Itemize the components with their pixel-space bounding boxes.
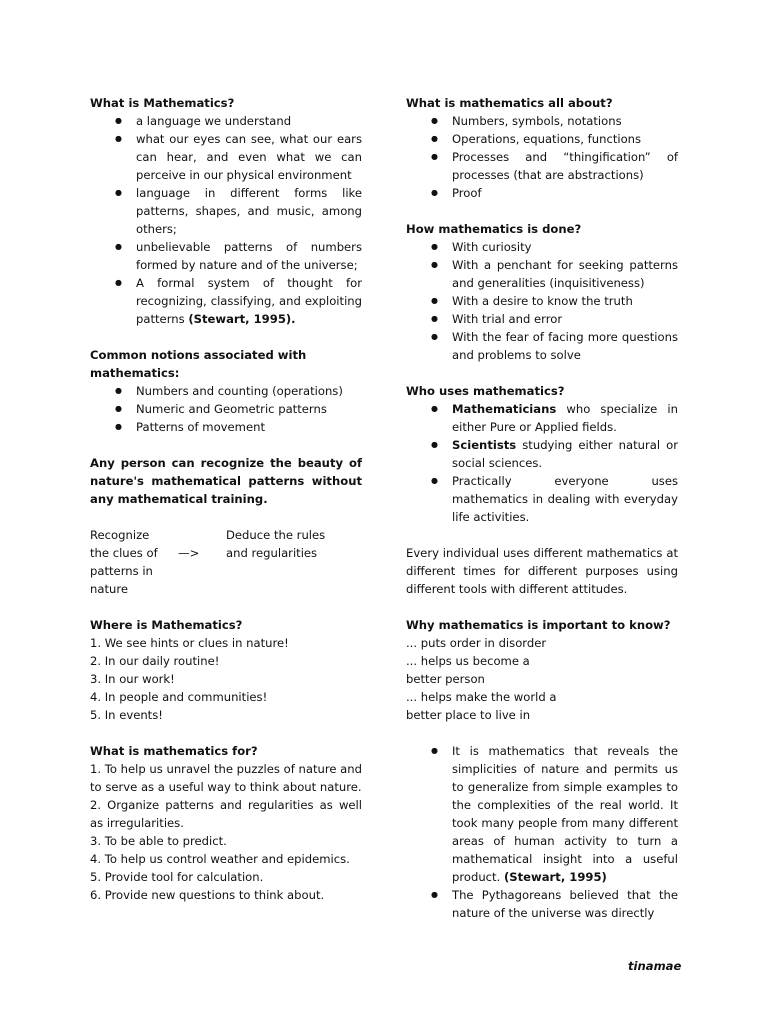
bullet-list xyxy=(406,742,678,922)
list-item: ● Patterns of movement xyxy=(90,418,362,436)
item-text: who specialize in either Pure or Applied fields. xyxy=(452,402,678,434)
numbered-list xyxy=(90,760,362,904)
bullet-list xyxy=(90,382,362,436)
list-item: ● With trial and error xyxy=(406,310,678,328)
list-item xyxy=(90,274,362,328)
why-line: better place to live in xyxy=(406,708,531,722)
section-who-uses-mathematics xyxy=(406,382,678,526)
section-heading: Where is Mathematics? xyxy=(90,618,243,632)
section-heading: How mathematics is done? xyxy=(406,222,582,236)
bullet-list xyxy=(406,112,678,202)
list-item: ● With the fear of facing more questions and problems to solve xyxy=(406,328,678,364)
why-line: ... helps make the world a xyxy=(406,690,557,704)
list-item: 1. To help us unravel the puzzles of nature and to serve as a useful way to think about nature. xyxy=(90,762,362,794)
list-item: ● With a desire to know the truth xyxy=(406,292,678,310)
flow-deduce: Deduce the rules and regularities xyxy=(226,528,326,560)
list-item: 5. Provide tool for calculation. xyxy=(90,870,264,884)
every-individual-paragraph: Every individual uses different mathematics at different times for different purposes using different tools with different attitudes. xyxy=(406,546,678,596)
list-item: ● unbelievable patterns of numbers formed by nature and of the universe; xyxy=(90,238,362,274)
list-item: ● language in different forms like patterns, shapes, and music, among others; xyxy=(90,184,362,238)
left-column xyxy=(90,94,362,904)
section-heading: What is mathematics all about? xyxy=(406,96,613,110)
footer-author: tinamae xyxy=(628,959,682,973)
section-heading: Why mathematics is important to know? xyxy=(406,618,671,632)
why-line: better person xyxy=(406,672,485,686)
section-where-is-mathematics xyxy=(90,616,362,724)
section-heading: What is mathematics for? xyxy=(90,744,258,758)
list-item: 2. In our daily routine! xyxy=(90,654,220,668)
right-column xyxy=(406,94,678,922)
list-item: ● Operations, equations, functions xyxy=(406,130,678,148)
arrow-icon: —> xyxy=(178,546,200,560)
list-item: 6. Provide new questions to think about. xyxy=(90,888,325,902)
item-text: It is mathematics that reveals the simplicities of nature and permits us to generalize from simple examples to the complexities of the real world. It took many people from many different areas of human activity to turn a mathematical insight into a useful product. xyxy=(452,744,678,884)
flow-recognize: Recognize the clues of patterns in nature xyxy=(90,528,158,596)
section-common-notions xyxy=(90,346,362,436)
list-item: ● Numbers, symbols, notations xyxy=(406,112,678,130)
section-how-mathematics-done xyxy=(406,220,678,364)
bullet-list xyxy=(406,400,678,526)
section-what-is-mathematics xyxy=(90,94,362,328)
section-what-is-mathematics-for xyxy=(90,742,362,904)
list-item: 4. To help us control weather and epidemics. xyxy=(90,852,350,866)
list-item: 1. We see hints or clues in nature! xyxy=(90,636,289,650)
list-item: ● Practically everyone uses mathematics in dealing with everyday life activities. xyxy=(406,472,678,526)
citation: (Stewart, 1995) xyxy=(503,870,607,884)
list-item: 3. In our work! xyxy=(90,672,175,686)
item-text: studying either natural or social sciences. xyxy=(452,438,678,470)
list-item: ● Proof xyxy=(406,184,678,202)
section-why-important xyxy=(406,616,678,724)
list-item: 2. Organize patterns and regularities as well as irregularities. xyxy=(90,798,362,830)
item-bold: Scientists xyxy=(452,438,517,452)
list-item: ● Numbers and counting (operations) xyxy=(90,382,362,400)
section-heading: Who uses mathematics? xyxy=(406,384,565,398)
bullet-list xyxy=(90,112,362,328)
list-item: 5. In events! xyxy=(90,708,163,722)
why-line: ... puts order in disorder xyxy=(406,636,547,650)
citation: (Stewart, 1995). xyxy=(188,312,296,326)
numbered-list xyxy=(90,634,362,724)
bullet-list xyxy=(406,238,678,364)
list-item xyxy=(406,436,678,472)
list-item: 3. To be able to predict. xyxy=(90,834,227,848)
item-text: A formal system of thought for recognizing, classifying, and exploiting patterns xyxy=(136,276,362,326)
section-heading: Common notions associated with mathematics: xyxy=(90,348,307,380)
pattern-flow xyxy=(90,526,362,598)
list-item: 4. In people and communities! xyxy=(90,690,268,704)
section-heading: What is Mathematics? xyxy=(90,96,235,110)
list-item xyxy=(406,742,678,886)
beauty-statement: Any person can recognize the beauty of nature's mathematical patterns without any mathematical training. xyxy=(90,456,362,506)
section-mathematics-about xyxy=(406,94,678,202)
item-bold: Mathematicians xyxy=(452,402,557,416)
why-line: ... helps us become a xyxy=(406,654,530,668)
list-item: ● With curiosity xyxy=(406,238,678,256)
list-item xyxy=(406,400,678,436)
list-item: ● a language we understand xyxy=(90,112,362,130)
section-reveals xyxy=(406,742,678,922)
list-item: ● The Pythagoreans believed that the nature of the universe was directly xyxy=(406,886,678,922)
list-item: ● Processes and “thingification” of processes (that are abstractions) xyxy=(406,148,678,184)
list-item: ● Numeric and Geometric patterns xyxy=(90,400,362,418)
list-item: ● With a penchant for seeking patterns and generalities (inquisitiveness) xyxy=(406,256,678,292)
list-item: ● what our eyes can see, what our ears can hear, and even what we can perceive in our physical environment xyxy=(90,130,362,184)
